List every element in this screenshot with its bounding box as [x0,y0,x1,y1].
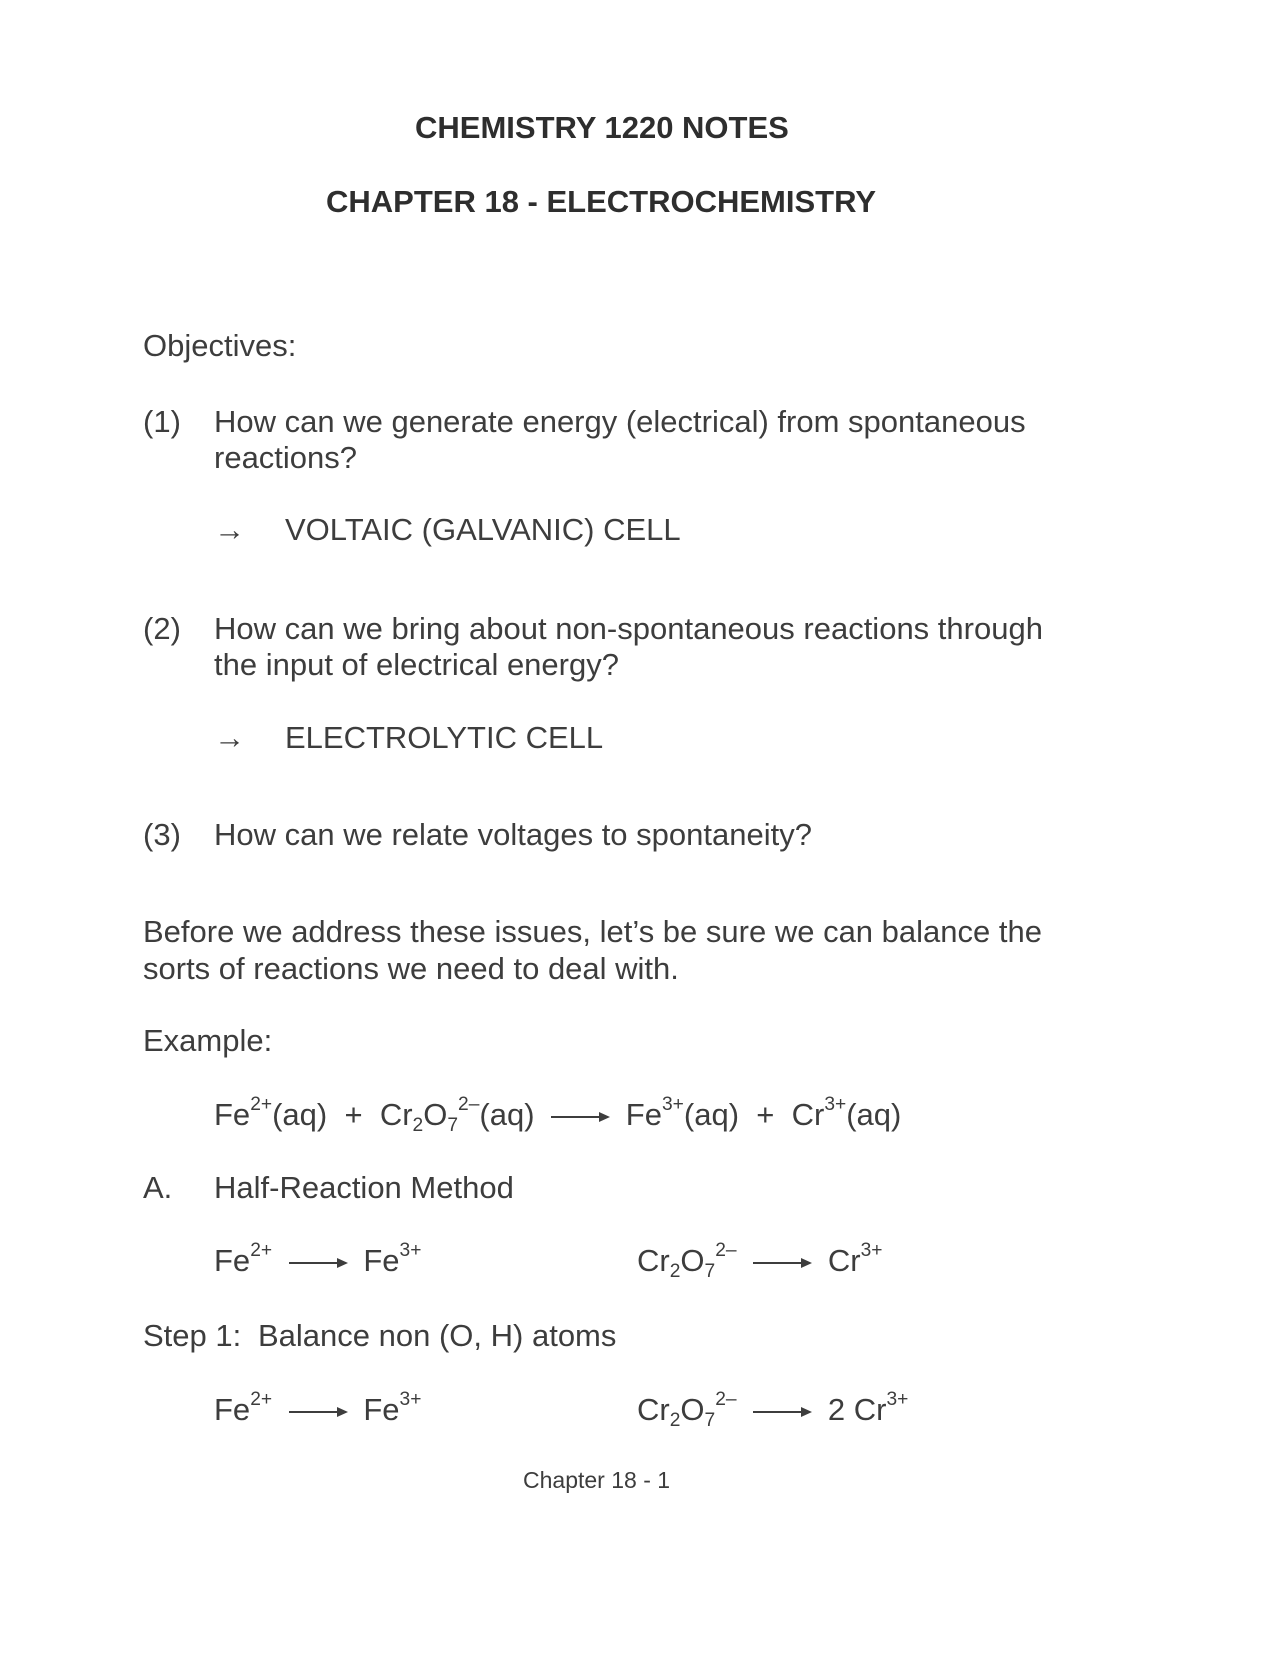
objective-3-number: (3) [143,817,181,852]
reactant-dichromate: $Cr_2O_7^{2-}(aq)$ [379,1093,535,1136]
iron-balanced-half-reaction: $Fe^{2+}$ $Fe^{3+}$ [214,1388,422,1427]
reaction-arrow-icon [287,1256,349,1270]
reaction-arrow-icon [287,1405,349,1419]
plus-sign: + [344,1097,363,1132]
section-a-letter: A. [143,1170,173,1205]
product-iron: $Fe^{3+}(aq)$ [625,1093,740,1132]
objective-1-answer: VOLTAIC (GALVANIC) CELL [285,512,681,547]
chromium-balanced-half-reaction: $Cr_2O_7^{2-}$ 2 $Cr^{3+}$ [637,1388,909,1431]
objective-2-line-1: How can we bring about non-spontaneous reactions through [214,611,1043,646]
objective-2-number: (2) [143,611,181,646]
coefficient: 2 [827,1392,846,1427]
reaction-arrow-icon [751,1256,813,1270]
iron-half-reaction: $Fe^{2+}$ $Fe^{3+}$ [214,1239,422,1278]
objectives-label: Objectives: [143,328,297,363]
reaction-arrow-icon [751,1405,813,1419]
page-footer: Chapter 18 - 1 [523,1467,671,1493]
objective-2-answer: ELECTROLYTIC CELL [285,720,604,755]
intro-line-2: sorts of reactions we need to deal with. [143,951,679,986]
arrow-right-icon: → [214,512,245,547]
objective-1-line-1: How can we generate energy (electrical) from spontaneous [214,404,1026,439]
objective-1-line-2: reactions? [214,440,358,475]
example-equation [214,1093,902,1136]
objective-3-line-1: How can we relate voltages to spontaneity? [214,817,812,852]
reactant-iron: $Fe^{2+}(aq)$ [214,1093,328,1132]
objective-1-number: (1) [143,404,181,439]
plus-sign: + [756,1097,775,1132]
reaction-arrow-icon [549,1110,611,1124]
product-chromium: $Cr^{3+}(aq)$ [791,1093,902,1132]
arrow-right-icon: → [214,720,245,755]
objective-2-line-2: the input of electrical energy? [214,647,619,682]
example-label: Example: [143,1023,273,1058]
intro-line-1: Before we address these issues, let’s be sure we can balance the [143,914,1042,949]
course-title: CHEMISTRY 1220 NOTES [415,110,789,145]
step-1-text: Balance non (O, H) atoms [258,1318,617,1353]
section-a-title: Half-Reaction Method [214,1170,514,1205]
chapter-title: CHAPTER 18 - ELECTROCHEMISTRY [326,184,877,219]
step-1-label: Step 1: [143,1318,242,1353]
chromium-half-reaction: $Cr_2O_7^{2-}$ $Cr^{3+}$ [637,1239,883,1282]
